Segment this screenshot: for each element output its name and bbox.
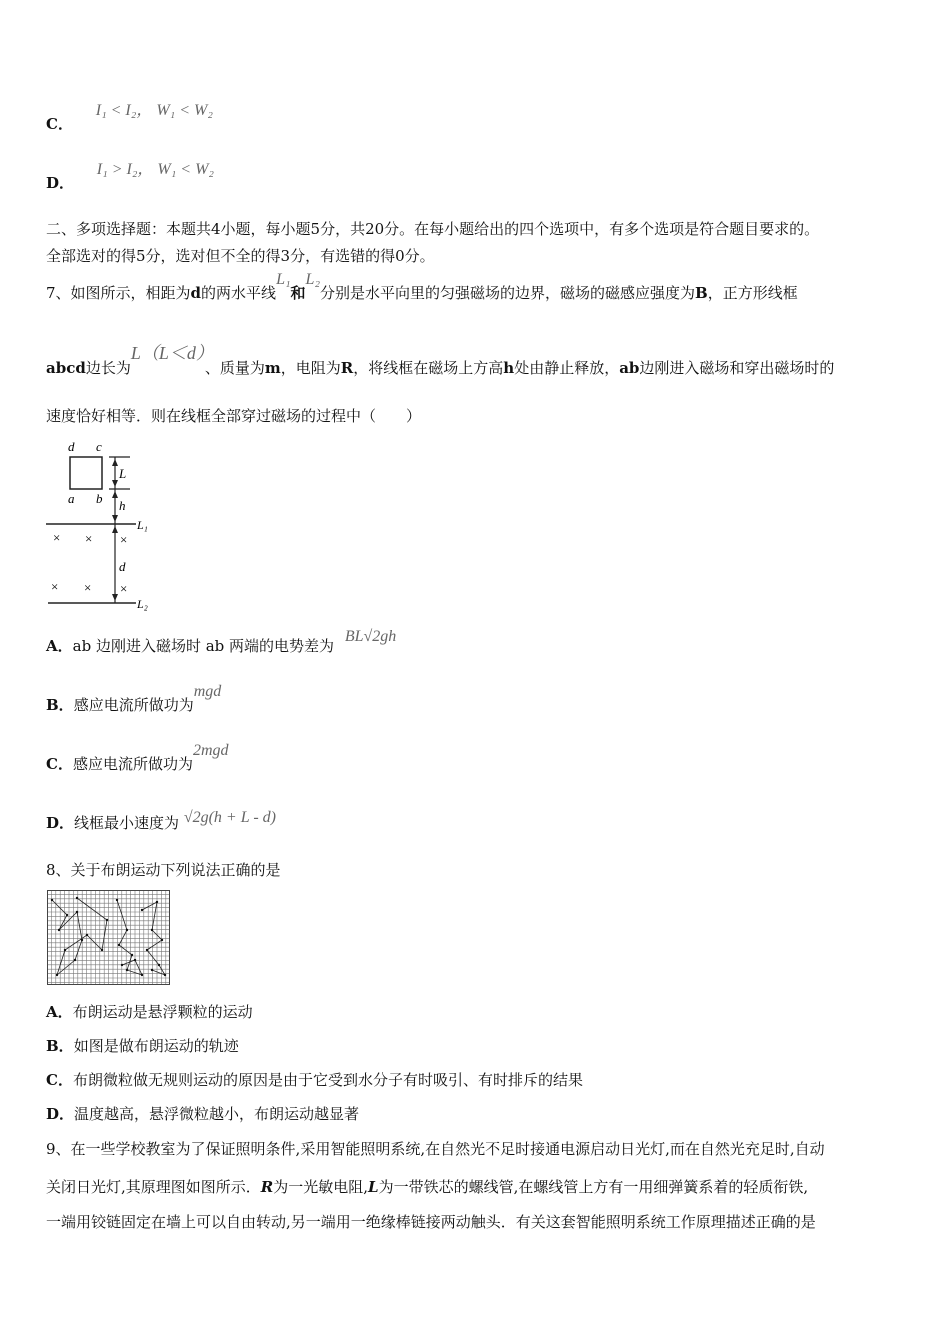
label-c: c bbox=[96, 439, 102, 454]
option-text: 感应电流所做功为 bbox=[72, 755, 193, 773]
q8-option-a[interactable] bbox=[46, 1002, 253, 1022]
label-L2: L₂ bbox=[137, 597, 148, 611]
option-expression: I₁ < I₂， W₁ < W₂ bbox=[95, 102, 213, 119]
label-a: a bbox=[68, 491, 75, 506]
text: d bbox=[190, 284, 202, 302]
text: 的两水平线 bbox=[201, 284, 277, 302]
option-label: A． bbox=[46, 637, 73, 655]
option-text: 布朗微粒做无规则运动的原因是由于它受到水分子有时吸引、有时排斥的结果 bbox=[72, 1071, 583, 1089]
field-x: × bbox=[84, 580, 92, 595]
option-text: 线框最小速度为 bbox=[74, 814, 180, 832]
text: 处由静止释放， bbox=[514, 359, 620, 377]
label-b: b bbox=[96, 491, 103, 506]
q8-option-d[interactable] bbox=[46, 1104, 359, 1124]
option-text: 温度越高，悬浮微粒越小，布朗运动越显著 bbox=[74, 1105, 360, 1123]
text: 边长为 bbox=[85, 359, 131, 377]
text: 7、如图所示，相距为 bbox=[46, 284, 191, 302]
q7-stem-line2 bbox=[46, 343, 835, 378]
label-h: h bbox=[119, 498, 126, 513]
field-x: × bbox=[85, 531, 93, 546]
option-expression: 2mgd bbox=[192, 742, 229, 759]
option-label: A． bbox=[46, 1003, 73, 1021]
q9-stem-line1: 9、在一些学校教室为了保证照明条件,采用智能照明系统,在自然光不足时接通电源启动日光灯,而在自然光充足时,自动 bbox=[46, 1140, 825, 1158]
option-label: C． bbox=[46, 115, 73, 133]
text: ab bbox=[619, 359, 640, 377]
option-label: D． bbox=[46, 1105, 75, 1123]
text: abcd bbox=[46, 359, 86, 377]
square-coil bbox=[70, 457, 102, 489]
q7-option-c[interactable] bbox=[46, 742, 229, 775]
q8-option-c[interactable] bbox=[46, 1070, 583, 1090]
option-expression: mgd bbox=[193, 683, 222, 700]
option-text: 如图是做布朗运动的轨迹 bbox=[73, 1037, 239, 1055]
text: h bbox=[503, 359, 515, 377]
field-x: × bbox=[53, 530, 61, 545]
text: 为一带铁芯的螺线管,在螺线管上方有一用细弹簧系着的轻质衔铁, bbox=[378, 1178, 809, 1196]
text: m bbox=[264, 359, 281, 377]
q7-option-d[interactable] bbox=[46, 809, 276, 834]
text: 、质量为 bbox=[204, 359, 265, 377]
field-x: × bbox=[120, 581, 128, 596]
option-label: B． bbox=[46, 1037, 74, 1055]
text: R bbox=[260, 1178, 274, 1196]
label-dist-d: d bbox=[119, 559, 126, 574]
option-label: B． bbox=[46, 696, 74, 714]
magnetic-field-figure bbox=[44, 437, 159, 613]
q8-option-b[interactable] bbox=[46, 1036, 239, 1056]
option-text: ab 边刚进入磁场时 ab 两端的电势差为 bbox=[72, 637, 335, 655]
option-text: 布朗运动是悬浮颗粒的运动 bbox=[72, 1003, 253, 1021]
math: L₂ bbox=[305, 271, 321, 288]
q8-stem: 8、关于布朗运动下列说法正确的是 bbox=[46, 861, 281, 879]
option-label: D． bbox=[46, 174, 75, 192]
field-x: × bbox=[51, 579, 59, 594]
text: 边刚进入磁场和穿出磁场时的 bbox=[639, 359, 835, 377]
q9-stem-line2 bbox=[46, 1177, 808, 1197]
q7-stem-line3: 速度恰好相等．则在线框全部穿过磁场的过程中（ ） bbox=[46, 407, 422, 425]
section-instructions: 全部选对的得5分，选对但不全的得3分，有选错的得0分。 bbox=[46, 247, 435, 265]
q7-stem-line1 bbox=[46, 271, 798, 304]
q7-option-b[interactable] bbox=[46, 683, 222, 716]
math: L₁ bbox=[276, 271, 291, 288]
text: 和 bbox=[290, 284, 306, 302]
q6-option-c[interactable] bbox=[46, 102, 213, 135]
text: 关闭日光灯,其原理图如图所示． bbox=[46, 1178, 261, 1196]
option-text: 感应电流所做功为 bbox=[73, 696, 194, 714]
option-label: D． bbox=[46, 814, 75, 832]
text: ，将线框在磁场上方高 bbox=[353, 359, 504, 377]
text: 为一光敏电阻, bbox=[273, 1178, 369, 1196]
option-expression: √2g(h + L - d) bbox=[183, 809, 276, 826]
field-x: × bbox=[120, 532, 128, 547]
q9-stem-line3: 一端用铰链固定在墙上可以自由转动,另一端用一绝缘棒链接两动触头．有关这套智能照明系统工作原理描述正确的是 bbox=[46, 1213, 816, 1231]
section-heading: 二、多项选择题：本题共4小题，每小题5分，共20分。在每小题给出的四个选项中，有多个选项是符合题目要求的。 bbox=[46, 220, 820, 238]
label-L1: L₁ bbox=[137, 518, 148, 532]
text: L bbox=[368, 1178, 379, 1196]
q6-option-d[interactable] bbox=[46, 161, 214, 194]
text: R bbox=[340, 359, 354, 377]
option-expression: I₁ > I₂， W₁ < W₂ bbox=[96, 161, 214, 178]
text: ，正方形线框 bbox=[707, 284, 798, 302]
option-label: C． bbox=[46, 1071, 73, 1089]
math: L（L＜d） bbox=[130, 343, 205, 363]
text: ，电阻为 bbox=[280, 359, 341, 377]
option-expression: BL√2gh bbox=[344, 628, 397, 645]
label-L: L bbox=[119, 466, 127, 481]
text: B bbox=[695, 284, 708, 302]
text: 分别是水平向里的匀强磁场的边界，磁场的磁感应强度为 bbox=[320, 284, 696, 302]
q7-option-a[interactable] bbox=[46, 628, 397, 657]
brownian-motion-figure bbox=[47, 890, 170, 985]
option-label: C． bbox=[46, 755, 73, 773]
label-d: d bbox=[68, 439, 75, 454]
